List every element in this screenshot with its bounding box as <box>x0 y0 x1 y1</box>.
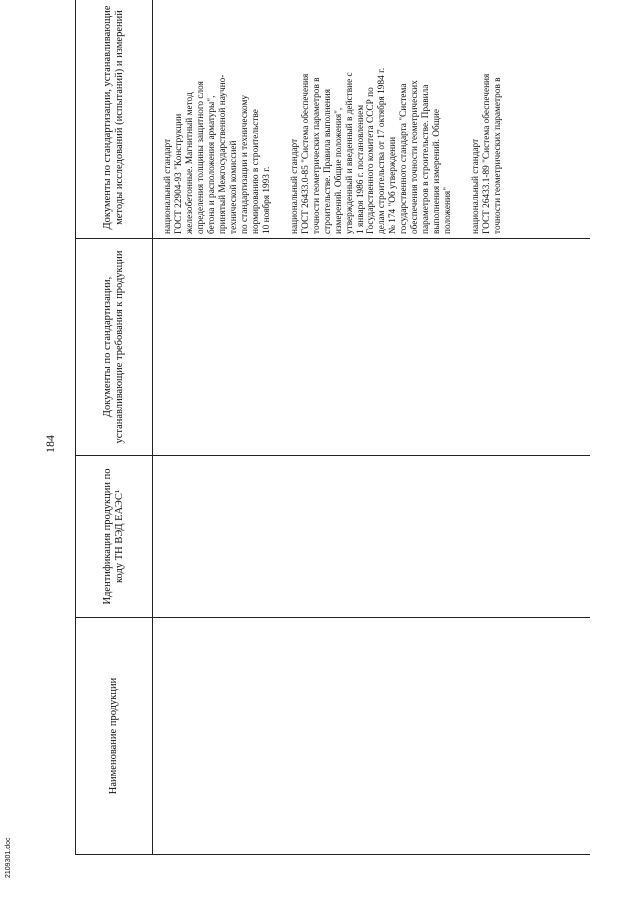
header-product-name: Наименование продукции <box>76 618 153 855</box>
cell-product-name <box>153 618 591 855</box>
entry-line: 10 ноября 1993 г. <box>261 166 272 234</box>
entry-line: точности геометрических параметров в <box>493 77 504 234</box>
entry-line: положения" <box>443 186 454 234</box>
entry-line: железобетонные. Магнитный метод <box>184 92 195 234</box>
entry-line: ГОСТ 26433.0-85 "Система обеспечения <box>300 73 311 234</box>
entry-line: обеспечения точности геометрических <box>410 80 421 234</box>
header-method-documents: Документы по стандартизации, устанавливающие методы исследований (испытаний) и измерений <box>76 0 153 239</box>
entry-line: Государственного комитета СССР по <box>366 87 377 234</box>
standards-table-grid <box>75 0 590 855</box>
entry-line: национальный стандарт <box>471 138 482 234</box>
entry-line: измерений. Общие положения", <box>333 107 344 234</box>
entry-line: утвержденный и введенный в действие с <box>344 72 355 234</box>
standard-entry <box>290 1 455 234</box>
entry-line: технической комиссией <box>228 140 239 234</box>
entry-line: № 174 "Об утверждении <box>388 136 399 234</box>
entry-line: ГОСТ 22904-93 "Конструкции <box>173 113 184 234</box>
entry-line: нормированию в строительстве <box>250 109 261 234</box>
entry-line: строительстве. Правила выполнения <box>322 89 333 234</box>
entry-line: по стандартизации и техническому <box>239 95 250 234</box>
entry-line: государственного стандарта "Система <box>399 83 410 234</box>
entry-line: параметров в строительстве. Правила <box>421 84 432 234</box>
entry-line: принятый Межгосударственной научно- <box>217 74 228 234</box>
cell-method-documents <box>153 0 591 239</box>
table-row <box>153 0 591 855</box>
entry-line: бетона и расположения арматуры", <box>206 95 217 234</box>
cell-requirement-documents <box>153 239 591 456</box>
entry-line: 1 января 1986 г. постановлением <box>355 104 366 234</box>
table-header-row <box>76 0 153 855</box>
standard-entry <box>471 1 504 234</box>
standards-table <box>75 5 600 855</box>
header-requirement-documents: Документы по стандартизации, устанавливающие требования к продукции <box>76 239 153 456</box>
page-number: 184 <box>43 435 57 453</box>
entry-line: точности геометрических параметров в <box>311 77 322 234</box>
entry-line: ГОСТ 26433.1-89 "Система обеспечения <box>482 73 493 234</box>
footer-file-code: 2109301.doc <box>5 837 12 878</box>
entry-line: делам строительства от 17 октября 1984 г. <box>377 67 388 234</box>
entry-line: определения толщины защитного слоя <box>195 81 206 234</box>
header-tn-ved-code: Идентификация продукции по коду ТН ВЭД ЕАЭС¹ <box>76 456 153 618</box>
entry-line: национальный стандарт <box>289 138 300 234</box>
entry-line: национальный стандарт <box>163 138 173 234</box>
standard-entry <box>163 1 273 234</box>
cell-tn-ved-code <box>153 456 591 618</box>
entry-line: выполнения измерений. Общие <box>432 108 443 234</box>
